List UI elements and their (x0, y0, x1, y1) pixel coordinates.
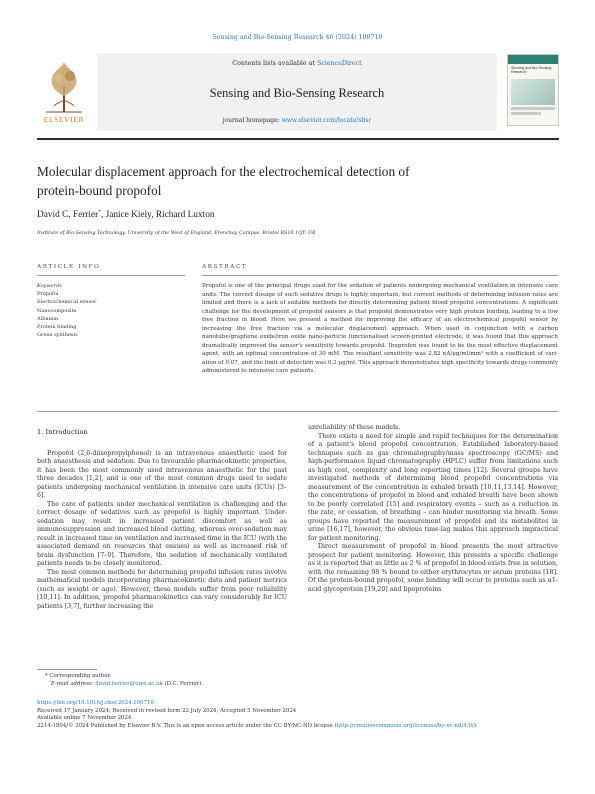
keyword: Protein binding (37, 324, 77, 331)
email-suffix: (D.C. Ferrier). (162, 680, 203, 687)
license-prefix: 2214-1804/© 2024 Published by Elsevier B.V. This is an open access article under the CC BY-NC-ND license ( (37, 723, 337, 730)
sciencedirect-link[interactable]: ScienceDirect (316, 60, 362, 67)
license-link[interactable]: http://creativecommons.org/licenses/by-nc-nd/4.0/ (336, 723, 474, 730)
publisher-name: ELSEVIER (43, 116, 85, 124)
keywords-label: Keywords (37, 283, 62, 289)
article-footer (37, 700, 562, 731)
introduction-heading: 1. Introduction (37, 428, 88, 436)
author-name[interactable]: David C. Ferrier (37, 210, 99, 221)
body-right-column (308, 424, 558, 594)
keyword: Propofol (37, 291, 59, 298)
article-title-line-1: Molecular displacement approach for the electrochemical detection of (37, 164, 410, 179)
keyword: Electrochemical sensor (37, 299, 97, 306)
license-statement (37, 723, 562, 731)
author-name[interactable]: Janice Kiely (105, 210, 152, 221)
journal-homepage-link[interactable]: www.elsevier.com/locate/sbsr (281, 117, 372, 124)
journal-reference[interactable]: Sensing and Bio-Sensing Research 46 (2024) 100710 (212, 34, 383, 41)
header-rule (37, 138, 559, 140)
body-paragraph: Propofol (2,6-diisopropylphenol) is an intravenous anaesthetic used for both anaesthesia and sedation. Due to favourable pharmacokinetic properties, it has been the most commonly used intravenous anaesthetic for the past three decades [1,2], and is one of the most common drugs used to sedate patients undergoing mechanical ventilation in intensive care units (ICUs) [3–6]. (37, 449, 287, 499)
keyword: Nanocomposite (37, 307, 77, 314)
body-paragraph: The care of patients under mechanical ventilation is challenging and the correct dosage of sedatives such as propofol is highly important. Under-sedation may result in increased patient discomfort as well as immunosuppression and increased blood clotting, whereas over-sedation may result in increased time on ventilation and increased time in the ICU (with the associated demand on resources that ensues) as well as increased risk of brain dysfunction [7–9]. Therefore, the sedation of mechanically ventilated patients needs to be closely monitored. (37, 500, 287, 567)
abstract-text: Propofol is one of the principal drugs used for the sedation of patients undergoing mechanical ventilation in intensive care units. The correct dosage of such sedative drugs is highly important, but current methods of determining infusion rates are limited and there is a lack of suitable methods for directly determining patient blood propofol concentrations. A significant challenge for the development of propofol sensors is that propofol demonstrates very high protein binding, leading to a low free fraction in blood. Here we present a method for improving the efficacy of an electrochemical propofol sensor by increasing the free fraction via a molecular displacement approach. When used in conjunction with a carbon nanotube/graphene oxide/iron oxide nano-particle functionalised screen-printed electrode, it was found that this approach dramatically improved the sensor's sensitivity towards propofol. Ibuprofen was found to be the most effective displacement agent, with an optimal concentration of 30 mM. The resultant sensitivity was 2.82 nA/μg/ml/mm² with a coefficient of vari-ation of 0.07, and the limit of detection was 0.2 μg/ml. This approach demonstrates high specificity towards drugs commonly administered to intensive care patients. (202, 283, 558, 375)
article-title-line-2: protein-bound propofol (37, 182, 162, 198)
article-info-rule (37, 275, 185, 276)
journal-cover-thumbnail[interactable] (507, 54, 559, 126)
homepage-prefix: journal homepage: (222, 117, 282, 124)
footnote-mark: * (45, 673, 50, 679)
received-dates: Received 17 January 2024; Received in revised form 22 July 2024; Accepted 5 November 2024 (37, 707, 297, 714)
body-paragraph: The most common methods for determining propofol infusion rates involve mathematical models incorporating pharmacokinetic data and patient metrics (such as weight or age). However, these models suffer from poor reliability [10,11]. In addition, propofol pharmacokinetics can vary considerably for ICU patients [3,7], further increasing the (37, 568, 287, 610)
doi-link[interactable]: https://doi.org/10.1016/j.sbsr.2024.100710 (37, 700, 154, 706)
keyword: Green synthesis (37, 332, 78, 339)
abstract-heading: ABSTRACT (202, 264, 248, 270)
journal-header-center (97, 53, 497, 131)
journal-title: Sensing and Bio-Sensing Research (209, 86, 385, 100)
email-label: E-mail address: (51, 680, 96, 687)
author-affiliation: Institute of Bio-Sensing Technology, University of the West of England, Frenchay Campus, Bristol BS16 1QY, UK (37, 230, 316, 236)
article-info-heading: ARTICLE INFO (37, 264, 101, 270)
abstract-rule (202, 275, 558, 276)
body-paragraph-continued: unreliability of these models. (308, 424, 401, 431)
body-paragraph: Direct measurement of propofol in blood presents the most attractive prospect for patient monitoring. However, this presents a specific challenge as it is reported that as little as 2 % of propofol in blood exists free in solution, with the remaining 98 % bound to either erythrocytes or serum proteins [18]. Of the protein-bound propofol, some binding will occur to proteins such as α1-acid glycoprotein [19,20] and lipoproteins (308, 543, 558, 593)
corresponding-author-note: Corresponding author. (49, 673, 112, 679)
keyword: Albumin (37, 315, 59, 322)
journal-header (37, 53, 559, 131)
body-left-column (37, 428, 287, 611)
body-paragraph: There exists a need for simple and rapid techniques for the determination of a patient's blood propofol concentration. Established laboratory-based techniques such as gas chromatography/mass spectroscopy (GC/MS) and high-performance liquid chromatography (HPLC) suffer from limitations such as high cost, complexity and long reporting times [12]. Several groups have investigated methods of determining blood propofol concentrations via measurement of the concentration in exhaled breath [10,11,13,14]. However, the concentrations of propofol in blood and exhaled breath have been shown to be poorly correlated [15] and respiratory events – such as a reduction in the rate, or cessation, of breathing – can hinder monitoring via breath. Some groups have reported the measurement of propofol and its metabolites in urine [16,17], however, the obvious time-lag makes this approach impractical for patient monitoring. (308, 432, 558, 542)
author-email-link[interactable]: david.ferrier@uwe.ac.uk (95, 680, 163, 687)
article-title (37, 163, 557, 200)
keywords-block (37, 282, 96, 339)
license-suffix: ). (473, 723, 478, 730)
available-online-date: Available online 7 November 2024 (37, 715, 132, 722)
abstract-bottom-rule (37, 411, 558, 412)
contents-available-line (97, 60, 497, 67)
contents-prefix: Contents lists available at (232, 60, 317, 67)
footnote-rule (37, 669, 97, 670)
author-list: David C. Ferrier*, Janice Kiely, Richard Luxton (37, 209, 215, 221)
journal-homepage-line (97, 117, 497, 124)
footnote (45, 673, 203, 688)
cover-title: Sensing and Bio-Sensing Research (511, 66, 552, 75)
corresponding-mark[interactable]: * (98, 209, 101, 215)
author-name[interactable]: Richard Luxton (155, 210, 215, 221)
